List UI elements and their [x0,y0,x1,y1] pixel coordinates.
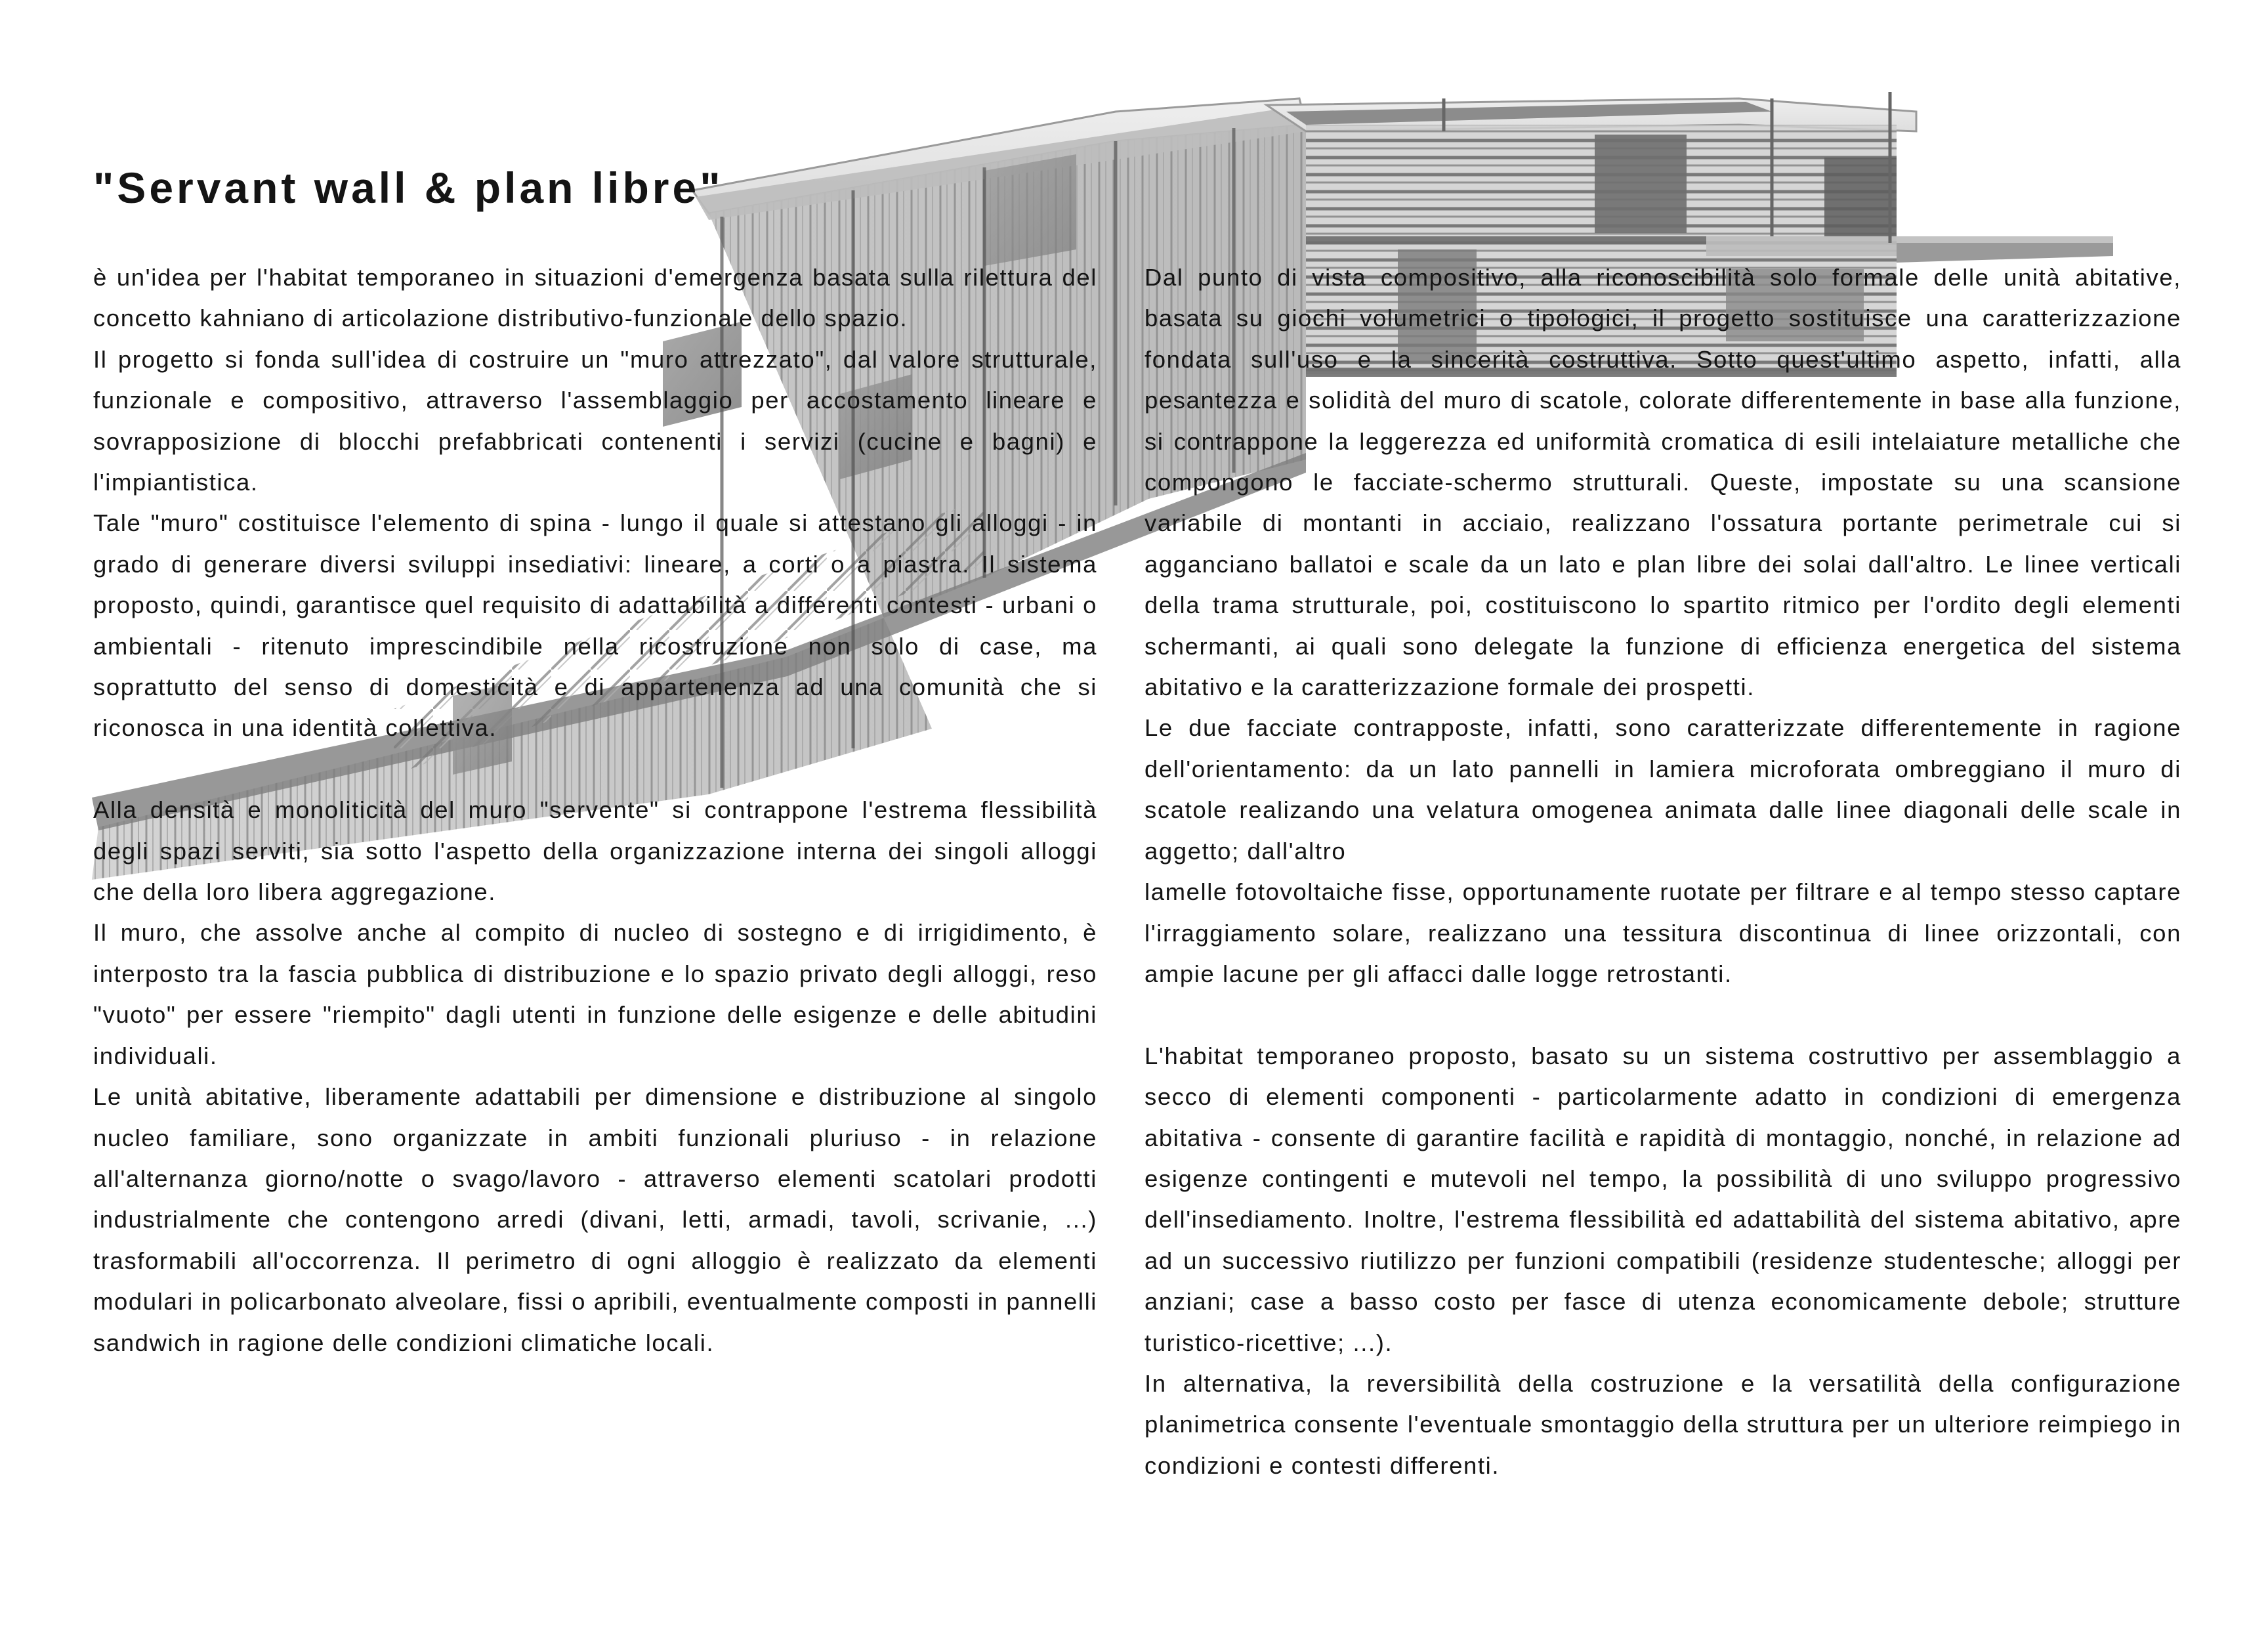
right-paragraph-1: Dal punto di vista compositivo, alla riconoscibilità solo formale delle unità abitative, basata su giochi volumetrici o tipologici, il progetto sostituisce una caratterizzazione fondata sull'uso e la sincerità costruttiva. Sotto quest'ultimo aspetto, infatti, alla pesantezza e solidità del muro di scatole, colorate differentemente in base alla funzione, si contrappone la leggerezza ed uniformità cromatica di esili intelaiature metalliche che compongono le facciate-schermo strutturali. Queste, impostate su una scansione variabile di montanti in acciaio, realizzano l'ossatura portante perimetrale cui si agganciano ballatoi e scale da un lato e plan libre dei solai dall'altro. Le linee verticali della trama strutturale, poi, costituiscono lo spartito ritmico per l'ordito degli elementi schermanti, ai quali sono delegate la funzione di efficienza energetica del sistema abitativo e la caratterizzazione formale dei prospetti. [1144,264,2181,701]
left-paragraph-4: Alla densità e monoliticità del muro "servente" si contrappone l'estrema flessibilità degli spazi serviti, sia sotto l'aspetto della organizzazione interna dei singoli alloggi che della loro libera aggregazione. [93,796,1097,906]
right-paragraph-3: lamelle fotovoltaiche fisse, opportunamente ruotate per filtrare e al tempo stesso captare l'irraggiamento solare, realizzano una tessitura discontinua di linee orizzontali, con ampie lacune per gli affacci dalle logge retrostanti. [1144,878,2181,987]
left-text-column [93,257,1097,1363]
right-paragraph-5: In alternativa, la reversibilità della costruzione e la versatilità della configurazione planimetrica consente l'eventuale smontaggio della struttura per un ulteriore reimpiego in condizioni e contesti differenti. [1144,1369,2181,1479]
document-title: "Servant wall & plan libre" [93,163,724,212]
right-text-column [1144,257,2181,1486]
right-paragraph-4: L'habitat temporaneo proposto, basato su un sistema costruttivo per assemblaggio a secco di elementi componenti - particolarmente adatto in condizioni di emergenza abitativa - consente di garantire facilità e rapidità di montaggio, nonché, in relazione ad esigenze contingenti e mutevoli nel tempo, la possibilità di uno sviluppo progressivo dell'insediamento. Inoltre, l'estrema flessibilità ed adattabilità del sistema abitativo, apre ad un successivo riutilizzo per funzioni compatibili (residenze studentesche; alloggi per anziani; case a basso costo per fasce di utenza economicamente debole; strutture turistico-ricettive; ...). [1144,1042,2181,1356]
left-paragraph-2: Il progetto si fonda sull'idea di costruire un "muro attrezzato", dal valore strutturale, funzionale e compositivo, attraverso l'assemblaggio per accostamento lineare e sovrapposizione di blocchi prefabbricati contenenti i servizi (cucine e bagni) e l'impiantistica. [93,345,1097,496]
left-paragraph-1: è un'idea per l'habitat temporaneo in situazioni d'emergenza basata sulla rilettura del concetto kahniano di articolazione distributivo-funzionale dello spazio. [93,264,1097,332]
left-paragraph-5: Il muro, che assolve anche al compito di nucleo di sostegno e di irrigidimento, è interposto tra la fascia pubblica di distribuzione e lo spazio privato degli alloggi, reso "vuoto" per essere "riempito" dagli utenti in funzione delle esigenze e delle abitudini individuali. [93,919,1097,1069]
right-paragraph-2: Le due facciate contrapposte, infatti, sono caratterizzate differentemente in ragione dell'orientamento: da un lato pannelli in lamiera microforata ombreggiano il muro di scatole realizando una velatura omogenea animata dalle linee diagonali delle scale in aggetto; dall'altro [1144,714,2181,865]
left-paragraph-3: Tale "muro" costituisce l'elemento di spina - lungo il quale si attestano gli alloggi - in grado di generare diversi sviluppi insediativi: lineare, a corti o a piastra. Il sistema proposto, quindi, garantisce quel requisito di adattabilità a differenti contesti - urbani o ambientali - ritenuto imprescindibile nella ricostruzione non solo di case, ma soprattutto del senso di domesticità e di appartenenza ad una comunità che si riconosca in una identità collettiva. [93,509,1097,742]
left-paragraph-6: Le unità abitative, liberamente adattabili per dimensione e distribuzione al singolo nucleo familiare, sono organizzate in ambiti funzionali pluriuso - in relazione all'alternanza giorno/notte o svago/lavoro - attraverso elementi scatolari prodotti industrialmente che contengono arredi (divani, letti, armadi, tavoli, scrivanie, ...) trasformabili all'occorrenza. Il perimetro di ogni alloggio è realizzato da elementi modulari in policarbonato alveolare, fissi o apribili, eventualmente composti in pannelli sandwich in ragione delle condizioni climatiche locali. [93,1083,1097,1356]
